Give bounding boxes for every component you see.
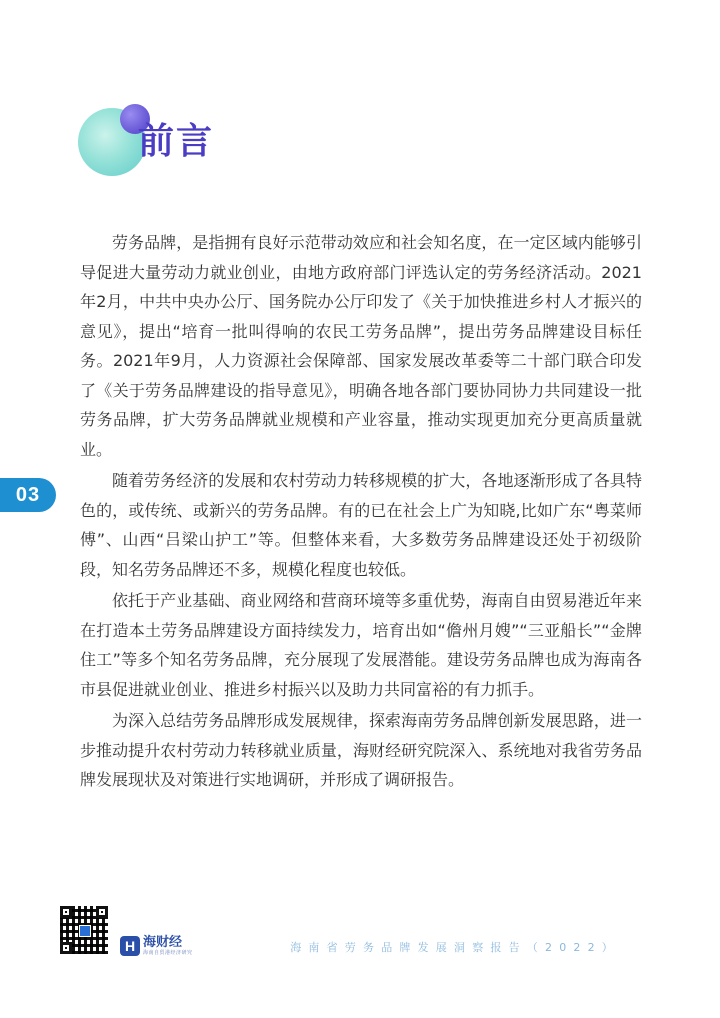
paragraph: 依托于产业基础、商业网络和营商环境等多重优势，海南自由贸易港近年来在打造本土劳务品牌建设方面持续发力，培育出如“儋州月嫂”“三亚船长”“金牌住工”等多个知名劳务品牌，充分展现了发展潜能。建设劳务品牌也成为海南各市县促进就业创业、推进乡村振兴以及助力共同富裕的有力抓手。 bbox=[80, 591, 642, 699]
brand-subtitle: 海南自贸港经济研究 bbox=[143, 950, 193, 956]
brand-logo-icon: H bbox=[120, 936, 140, 956]
qr-finder-icon bbox=[96, 906, 108, 918]
paragraph: 劳务品牌，是指拥有良好示范带动效应和社会知名度，在一定区域内能够引导促进大量劳动力就业创业，由地方政府部门评选认定的劳务经济活动。2021年2月，中共中央办公厅、国务院办公厅印发了《关于加快推进乡村人才振兴的意见》，提出“培育一批叫得响的农民工劳务品牌”，提出劳务品牌建设目标任务。2021年9月，人力资源社会保障部、国家发展改革委等二十部门联合印发了《关于劳务品牌建设的指导意见》，明确各地各部门要协同协力共同建设一批劳务品牌，扩大劳务品牌就业规模和产业容量，推动实现更加充分更高质量就业。 bbox=[80, 233, 642, 459]
paragraph: 为深入总结劳务品牌形成发展规律，探索海南劳务品牌创新发展思路，进一步推动提升农村劳动力转移就业质量，海财经研究院深入、系统地对我省劳务品牌发展现状及对策进行实地调研，并形成了调研报告。 bbox=[80, 711, 642, 789]
footer-report-title: 海南省劳务品牌发展洞察报告（2022） bbox=[290, 941, 620, 954]
brand-logo bbox=[120, 934, 193, 958]
page-title: 前言 bbox=[138, 121, 215, 162]
qr-center-logo-icon bbox=[79, 925, 91, 937]
qr-finder-icon bbox=[60, 942, 72, 954]
brand-name: 海财经 bbox=[143, 935, 183, 950]
qr-code-icon bbox=[60, 906, 108, 954]
page-number-tab: 03 bbox=[0, 478, 56, 512]
qr-finder-icon bbox=[60, 906, 72, 918]
paragraph: 随着劳务经济的发展和农村劳动力转移规模的扩大，各地逐渐形成了各具特色的，或传统、或新兴的劳务品牌。有的已在社会上广为知晓,比如广东“粤菜师傅”、山西“吕梁山护工”等。但整体来看，大多数劳务品牌建设还处于初级阶段，知名劳务品牌还不多，规模化程度也较低。 bbox=[80, 471, 642, 579]
body-text bbox=[80, 228, 642, 797]
